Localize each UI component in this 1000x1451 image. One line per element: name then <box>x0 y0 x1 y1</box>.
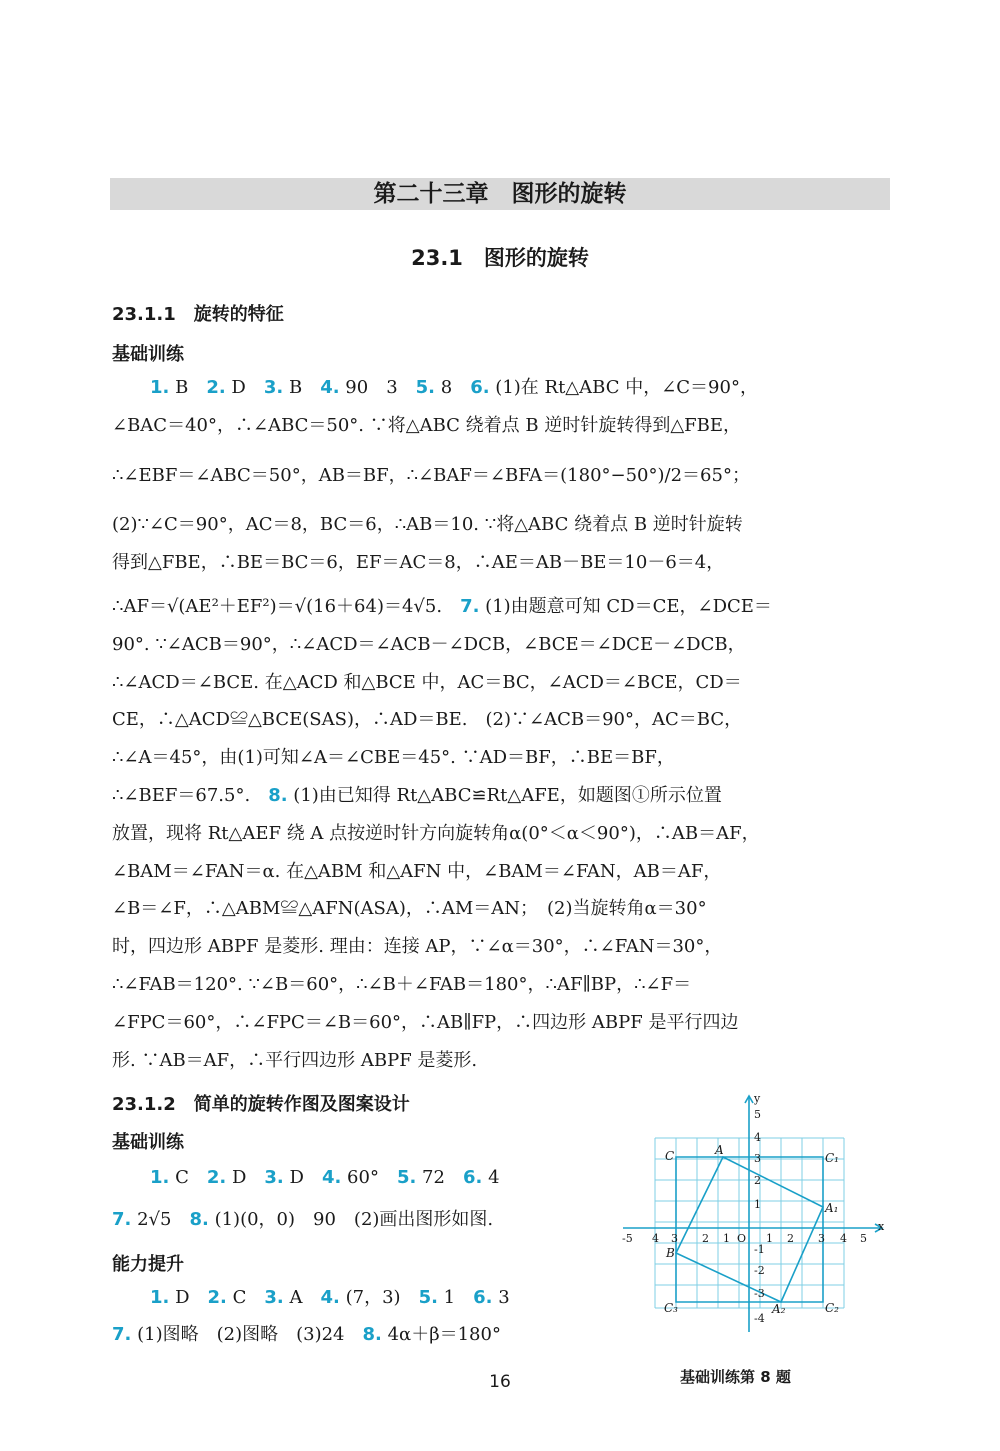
answer-text: 60° <box>341 1167 397 1188</box>
y-tick: 4 <box>754 1131 761 1144</box>
q-num: 1. <box>150 1167 170 1188</box>
axes <box>623 1096 882 1332</box>
answer-line <box>112 1317 602 1353</box>
answer-line <box>112 589 890 625</box>
point-label: C₂ <box>825 1301 839 1315</box>
x-tick: -5 <box>622 1232 633 1245</box>
q-num: 3. <box>264 1287 284 1308</box>
q-num: 2. <box>206 1167 227 1188</box>
answer-text: C <box>169 1167 207 1188</box>
answer-line <box>150 1280 610 1316</box>
answer-line: ∴∠EBF＝∠ABC＝50°，AB＝BF，∴∠BAF＝∠BFA＝(180°−50°)/2＝65°； <box>112 465 750 486</box>
answer-text: 8 <box>435 377 471 398</box>
x-tick: 4 <box>840 1232 847 1245</box>
x-tick: 2 <box>787 1232 794 1245</box>
page-number: 16 <box>489 1372 511 1392</box>
point-label: C <box>665 1149 675 1163</box>
answer-line: ∠FPC＝60°，∴∠FPC＝∠B＝60°，∴AB∥FP，∴四边形 ABPF 是平行四边 <box>112 1012 739 1033</box>
q-num: 4. <box>321 1167 342 1188</box>
answer-text: 72 <box>416 1167 463 1188</box>
answer-text: (1)由题意可知 CD＝CE，∠DCE＝ <box>479 596 772 617</box>
axis-labels <box>622 1092 885 1325</box>
answer-line: 时，四边形 ABPF 是菱形. 理由：连接 AP，∵∠α＝30°，∴∠FAN＝30°， <box>112 936 723 957</box>
answer-text: D <box>283 1167 322 1188</box>
answer-text: 3 <box>492 1287 510 1308</box>
section-title: 23.1 图形的旋转 <box>411 246 589 270</box>
q-num: 6. <box>462 1167 483 1188</box>
y-tick: -3 <box>754 1287 765 1300</box>
answer-line: ∠BAC＝40°，∴∠ABC＝50°. ∵将△ABC 绕着点 B 逆时针旋转得到△FBE， <box>112 415 742 436</box>
point-label: A₂ <box>772 1302 786 1316</box>
answer-text: A <box>283 1287 321 1308</box>
answer-text: 90 3 <box>339 377 416 398</box>
y-tick: -2 <box>754 1264 765 1277</box>
y-tick: -1 <box>754 1243 765 1256</box>
y-tick: 1 <box>754 1198 761 1211</box>
q-num: 7. <box>460 596 480 617</box>
answer-line: ∠B＝∠F，∴△ABM≌△AFN(ASA)，∴AM＝AN； (2)当旋转角α＝30° <box>112 898 707 919</box>
q-num: 2. <box>207 1287 227 1308</box>
y-tick: 5 <box>754 1108 761 1121</box>
answer-text: B <box>283 377 321 398</box>
point-label: A <box>715 1143 724 1157</box>
answer-line <box>150 1160 610 1196</box>
answer-line: (2)∵∠C＝90°，AC＝8，BC＝6，∴AB＝10. ∵将△ABC 绕着点 B 逆时针旋转 <box>112 514 743 535</box>
x-tick: 3 <box>818 1232 825 1245</box>
q-num: 8. <box>189 1209 209 1230</box>
subsection-title-2: 23.1.2 简单的旋转作图及图案设计 <box>112 1094 410 1115</box>
q-num: 8. <box>268 785 288 806</box>
q-num: 5. <box>396 1167 417 1188</box>
q-num: 3. <box>263 377 284 398</box>
point-label: C₃ <box>664 1301 678 1315</box>
point-label: A₁ <box>825 1201 839 1215</box>
q-num: 1. <box>150 1287 170 1308</box>
q-num: 4. <box>320 377 340 398</box>
origin-label: O <box>737 1232 747 1245</box>
x-tick: 1 <box>723 1232 730 1245</box>
q-num: 3. <box>264 1167 284 1188</box>
y-tick: 3 <box>754 1152 761 1165</box>
x-tick: 3 <box>671 1232 678 1245</box>
x-tick: 1 <box>766 1232 773 1245</box>
point-label: B <box>666 1246 675 1260</box>
answer-line <box>150 370 890 406</box>
answer-line <box>112 1202 602 1238</box>
answer-text: (1)由已知得 Rt△ABC≌Rt△AFE，如题图①所示位置 <box>287 785 722 806</box>
q-num: 4. <box>320 1287 340 1308</box>
subsection-title-1: 23.1.1 旋转的特征 <box>112 304 284 325</box>
answer-text: B <box>169 377 207 398</box>
answer-text: 2√5 <box>131 1209 190 1230</box>
x-tick: 5 <box>860 1232 867 1245</box>
answer-line: 形. ∵AB＝AF，∴平行四边形 ABPF 是菱形. <box>112 1050 478 1071</box>
x-tick: 2 <box>702 1232 709 1245</box>
answer-line: ∠BAM＝∠FAN＝α. 在△ABM 和△AFN 中，∠BAM＝∠FAN，AB＝AF， <box>112 861 722 882</box>
answer-line: ∴∠A＝45°，由(1)可知∠A＝∠CBE＝45°. ∵AD＝BF，∴BE＝BF， <box>112 747 675 768</box>
q-num: 5. <box>415 377 436 398</box>
answer-line: CE，∴△ACD≌△BCE(SAS)，∴AD＝BE. (2)∵∠ACB＝90°，AC＝BC， <box>112 709 743 730</box>
answer-text: (7，3) <box>339 1287 419 1308</box>
y-tick: -4 <box>754 1312 765 1325</box>
answer-text: D <box>226 1167 265 1188</box>
q-num: 7. <box>112 1209 132 1230</box>
answer-text: 4α＋β＝180° <box>381 1324 501 1345</box>
q-num: 8. <box>362 1324 382 1345</box>
point-label: C₁ <box>825 1151 839 1165</box>
block-title-basic-1: 基础训练 <box>112 344 184 365</box>
answer-text: D <box>225 377 264 398</box>
answer-text: 4 <box>482 1167 500 1188</box>
answer-text: ∴∠BEF＝67.5°. <box>112 785 269 806</box>
q-num: 6. <box>473 1287 493 1308</box>
q-num: 7. <box>112 1324 132 1345</box>
answer-line: 放置，现将 Rt△AEF 绕 A 点按逆时针方向旋转角α(0°＜α＜90°)，∴AB＝AF， <box>112 823 760 844</box>
answer-text: 1 <box>437 1287 474 1308</box>
answer-text: (1)在 Rt△ABC 中，∠C＝90°， <box>489 377 758 398</box>
block-title-advanced: 能力提升 <box>112 1254 184 1275</box>
answer-line: ∴∠ACD＝∠BCE. 在△ACD 和△BCE 中，AC＝BC，∠ACD＝∠BCE，CD＝ <box>112 672 742 693</box>
y-tick: 2 <box>754 1174 761 1187</box>
chapter-title: 第二十三章 图形的旋转 <box>110 178 890 210</box>
answer-text: ∴AF＝√(AE²＋EF²)＝√(16＋64)＝4√5. <box>112 596 461 617</box>
answer-text: (1)图略 (2)图略 (3)24 <box>131 1324 363 1345</box>
answer-text: (1)(0，0) 90 (2)画出图形如图. <box>208 1209 494 1230</box>
answer-line: 90°. ∵∠ACB＝90°，∴∠ACD＝∠ACB－∠DCB，∠BCE＝∠DCE－∠DCB， <box>112 634 746 655</box>
y-axis-label: y <box>754 1092 761 1105</box>
answer-text: C <box>226 1287 265 1308</box>
rotation-figure <box>618 1090 890 1340</box>
figure-caption: 基础训练第 8 题 <box>680 1368 791 1386</box>
answer-line: ∴∠FAB＝120°. ∵∠B＝60°，∴∠B＋∠FAB＝180°，∴AF∥BP，∴∠F＝ <box>112 974 692 995</box>
answer-text: D <box>169 1287 208 1308</box>
answer-line: 得到△FBE，∴BE＝BC＝6，EF＝AC＝8，∴AE＝AB－BE＝10－6＝4， <box>112 552 725 573</box>
block-title-basic-2: 基础训练 <box>112 1132 184 1153</box>
answer-line <box>112 778 890 814</box>
x-axis-label: x <box>878 1220 885 1233</box>
x-tick: 4 <box>652 1232 659 1245</box>
q-num: 2. <box>206 377 226 398</box>
q-num: 5. <box>418 1287 438 1308</box>
q-num: 1. <box>150 377 170 398</box>
q-num: 6. <box>470 377 490 398</box>
